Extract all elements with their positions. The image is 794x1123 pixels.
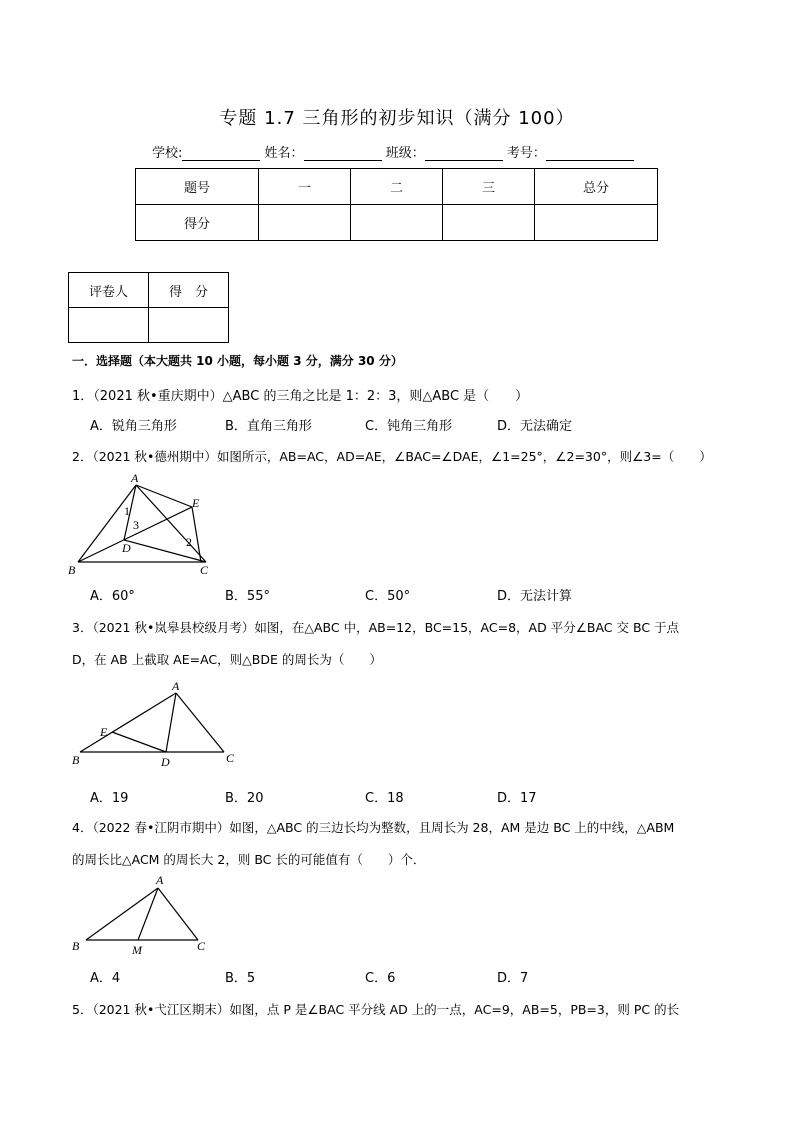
question-4-option-d[interactable]: D．7 (497, 971, 529, 986)
question-3-option-c[interactable]: C．18 (365, 791, 404, 806)
figure-angle-3: 3 (133, 518, 139, 532)
figure-angle-2: 2 (186, 535, 192, 549)
question-1-option-c[interactable]: C．钝角三角形 (365, 419, 453, 434)
question-1-option-a[interactable]: A．锐角三角形 (90, 419, 177, 434)
score-cell[interactable] (535, 205, 658, 241)
page-title: 专题 1.7 三角形的初步知识（满分 100） (219, 108, 575, 129)
grader-label: 评卷人 (69, 273, 149, 308)
question-3-stem-line-2: D，在 AB 上截取 AE=AC，则△BDE 的周长为（ ） (72, 652, 382, 667)
question-3-option-a[interactable]: A．19 (90, 791, 129, 806)
name-label: 姓名： (264, 146, 304, 161)
figure-angle-1: 1 (124, 504, 130, 518)
question-3-option-d[interactable]: D．17 (497, 791, 537, 806)
figure-label-b: B (72, 753, 80, 767)
figure-label-b: B (72, 939, 80, 953)
figure-label-a: A (172, 680, 180, 693)
question-1-option-d[interactable]: D．无法确定 (497, 419, 573, 434)
question-2-option-d[interactable]: D．无法计算 (497, 589, 573, 604)
grader-score-cell[interactable] (149, 308, 229, 343)
student-info-line (152, 142, 634, 161)
figure-label-d: D (161, 755, 170, 769)
figure-label-e: E (100, 725, 108, 739)
question-4-figure (66, 872, 226, 962)
figure-label-c: C (197, 939, 206, 953)
figure-label-e: E (192, 496, 200, 510)
question-3-figure (66, 680, 246, 772)
school-label: 学校: (152, 146, 183, 161)
score-header-cell: 一 (259, 169, 351, 205)
figure-label-d: D (122, 541, 131, 555)
number-blank[interactable] (546, 146, 634, 161)
question-4-option-b[interactable]: B．5 (225, 971, 256, 986)
score-header-cell: 二 (351, 169, 443, 205)
question-4-option-a[interactable]: A．4 (90, 971, 121, 986)
score-cell[interactable] (351, 205, 443, 241)
number-label: 考号： (506, 146, 546, 161)
question-2-option-b[interactable]: B．55° (225, 589, 270, 604)
question-2-stem: 2．（2021 秋•德州期中）如图所示，AB=AC，AD=AE，∠BAC=∠DAE，∠1=25°，∠2=30°，则∠3=（ ） (72, 449, 712, 464)
figure-label-b: B (68, 563, 76, 577)
score-cell[interactable] (259, 205, 351, 241)
question-4-stem-line-2: 的周长比△ACM 的周长大 2，则 BC 长的可能值有（ ）个． (72, 852, 426, 867)
name-blank[interactable] (304, 146, 382, 161)
grader-cell[interactable] (69, 308, 149, 343)
figure-label-m: M (132, 943, 142, 957)
score-row-label: 得分 (136, 205, 259, 241)
question-4-stem-line-1: 4．（2022 春•江阴市期中）如图，△ABC 的三边长均为整数，且周长为 28，AM 是边 BC 上的中线，△ABM (72, 820, 675, 835)
school-blank[interactable] (182, 146, 260, 161)
figure-label-a: A (156, 873, 164, 887)
question-5-stem: 5．（2021 秋•弋江区期末）如图，点 P 是∠BAC 平分线 AD 上的一点，AC=9，AB=5，PB=3，则 PC 的长 (72, 1002, 680, 1017)
score-cell[interactable] (443, 205, 535, 241)
question-4-option-c[interactable]: C．6 (365, 971, 396, 986)
grader-score-label: 得 分 (149, 273, 229, 308)
score-header-cell: 三 (443, 169, 535, 205)
question-2-option-c[interactable]: C．50° (365, 589, 411, 604)
question-1-option-b[interactable]: B．直角三角形 (225, 419, 312, 434)
question-2-option-a[interactable]: A．60° (90, 589, 135, 604)
figure-label-c: C (200, 563, 209, 577)
score-header-cell: 题号 (136, 169, 259, 205)
grader-table (68, 272, 229, 343)
score-table (135, 168, 658, 241)
question-1-stem: 1．（2021 秋•重庆期中）△ABC 的三角之比是 1：2：3，则△ABC 是（ ） (72, 389, 529, 404)
score-table-row (136, 205, 658, 241)
score-header-cell: 总分 (535, 169, 658, 205)
class-label: 班级： (385, 146, 425, 161)
score-table-header-row (136, 169, 658, 205)
class-blank[interactable] (425, 146, 503, 161)
figure-label-c: C (226, 751, 235, 765)
question-3-stem-line-1: 3．（2021 秋•岚皋县校级月考）如图，在△ABC 中，AB=12，BC=15，AC=8，AD 平分∠BAC 交 BC 于点 (72, 620, 680, 635)
question-3-option-b[interactable]: B．20 (225, 791, 264, 806)
figure-label-a: A (131, 471, 139, 485)
question-2-figure (66, 470, 226, 580)
section-title: 一．选择题（本大题共 10 小题，每小题 3 分，满分 30 分） (72, 354, 403, 368)
